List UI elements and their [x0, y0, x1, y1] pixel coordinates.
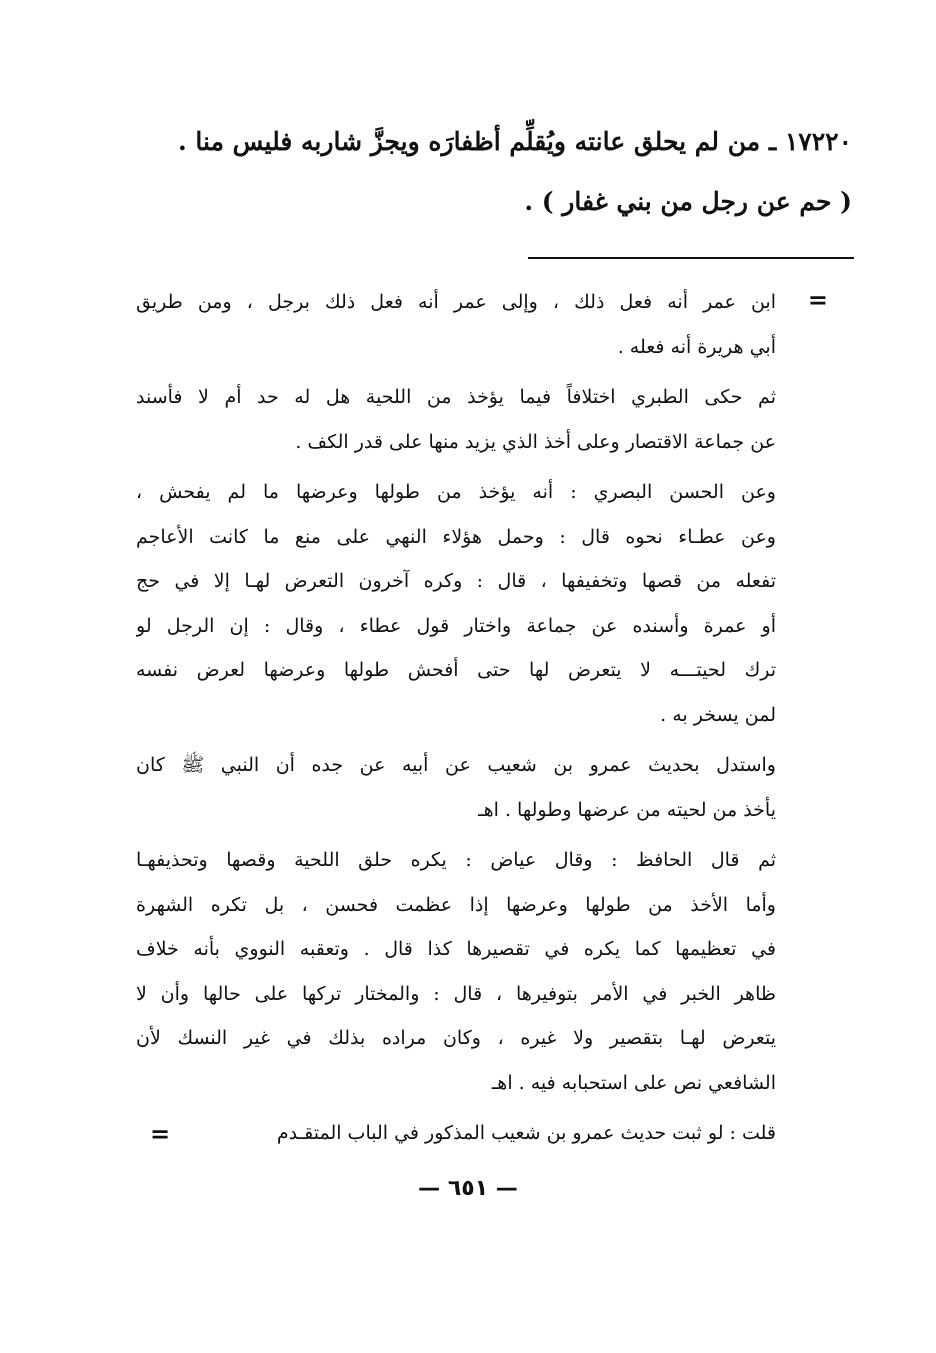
- commentary-line: وعن عطـاء نحوه قال : وحمل هؤلاء النهي على منع ما كانت الأعاجم: [136, 525, 776, 548]
- commentary-line: ظاهر الخبر في الأمر بتوفيرها ، قال : والمختار تركها على حالها وأن لا: [136, 982, 776, 1005]
- commentary-line: يأخذ من لحيته من عرضها وطولها . اهـ: [478, 798, 776, 821]
- commentary: [136, 280, 936, 1162]
- commentary-line: ترك لحيتـــه لا يتعرض لها حتى أفحش طولها وعرضها لعرض نفسه: [136, 659, 776, 681]
- commentary-line: واستدل بحديث عمرو بن شعيب عن أبيه عن جده أن النبي ﷺ كان: [136, 754, 776, 776]
- commentary-line: وأما الأخذ من طولها وعرضها إذا عظمت فحسن ، بل تكره الشهرة: [136, 893, 776, 916]
- commentary-line: يتعرض لهـا بتقصير ولا غيره ، وكان مراده بذلك في غير النسك لأن: [136, 1027, 776, 1049]
- commentary-line: ثم قال الحافظ : وقال عياض : يكره حلق اللحية وقصها وتحذيفهـا: [136, 849, 776, 871]
- commentary-line: لمن يسخر به .: [660, 703, 776, 726]
- commentary-line: الشافعي نص على استحبابه فيه . اهـ: [491, 1071, 776, 1094]
- page-number: — ٦٥١ —: [418, 1176, 518, 1201]
- commentary-paragraph-2: [136, 375, 936, 464]
- commentary-line: أو عمرة وأسنده عن جماعة واختار قول عطاء ، وقال : إن الرجل لو: [136, 614, 776, 637]
- commentary-line: قلت : لو ثبت حديث عمرو بن شعيب المذكور في الباب المتقـدم: [276, 1122, 776, 1144]
- commentary-paragraph-1: [136, 280, 936, 369]
- commentary-line: تفعله من قصها وتخفيفها ، قال : وكره آخرون التعرض لهـا إلا في حج: [136, 570, 776, 592]
- commentary-line: في تعظيمها كما يكره في تقصيرها كذا قال . وتعقبه النووي بأنه خلاف: [136, 938, 776, 960]
- commentary-paragraph-5: [136, 838, 936, 1105]
- hadith-line-1: ١٧٢٢٠ ـ من لم يحلق عانته ويُقلِّم أظفارَه ويجزَّ شاربه فليس منا .: [178, 127, 852, 156]
- separator-rule: [528, 257, 854, 259]
- commentary-line: وعن الحسن البصري : أنه يؤخذ من طولها وعرضها ما لم يفحش ،: [136, 481, 776, 503]
- commentary-paragraph-6: [136, 1111, 936, 1156]
- continuation-mark-bottom: =: [150, 1119, 171, 1148]
- commentary-paragraph-4: [136, 743, 936, 832]
- commentary-line: ابن عمر أنه فعل ذلك ، وإلى عمر أنه فعل ذلك برجل ، ومن طريق: [136, 291, 776, 313]
- commentary-line: ثم حكى الطبري اختلافاً فيما يؤخذ من اللحية هل له حد أم لا فأسند: [136, 386, 776, 408]
- commentary-line: عن جماعة الاقتصار وعلى أخذ الذي يزيد منها على قدر الكف .: [295, 430, 776, 453]
- commentary-line: أبي هريرة أنه فعله .: [617, 335, 776, 358]
- hadith-source: ( حم عن رجل من بني غفار ) .: [524, 187, 852, 216]
- hadith-text: [120, 112, 852, 232]
- continuation-mark-top: =: [807, 285, 828, 314]
- commentary-paragraph-3: [136, 470, 936, 737]
